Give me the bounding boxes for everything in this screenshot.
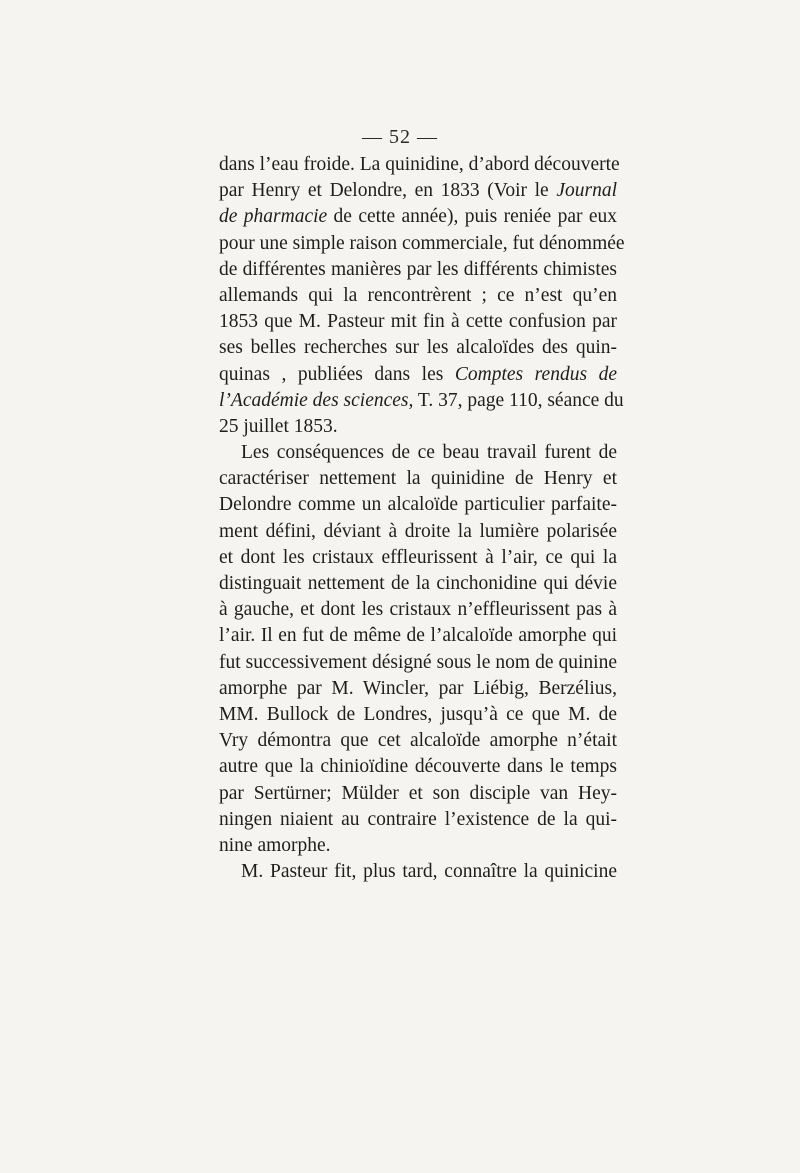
- journal-title: de pharmacie: [219, 206, 328, 228]
- text-line: Vry démontra que cet alcaloïde amorphe n’était: [219, 730, 617, 752]
- text-line: 1853 que M. Pasteur mit fin à cette confusion par: [219, 311, 617, 333]
- text-line: distinguait nettement de la cinchonidine qui dévie: [219, 573, 617, 594]
- publication-title: l’Académie des sciences,: [219, 389, 414, 411]
- text-line: par Sertürner; Mülder et son disciple van Hey-: [219, 782, 617, 804]
- text-line: ses belles recherches sur les alcaloïdes des quin-: [219, 337, 617, 359]
- text-line: à gauche, et dont les cristaux n’effleurissent pas à: [219, 599, 617, 621]
- text-line: ment défini, déviant à droite la lumière polarisée: [219, 520, 617, 542]
- text-line: Les conséquences de ce beau travail furent de: [241, 442, 617, 464]
- text-line: de différentes manières par les différents chimistes: [219, 258, 617, 280]
- journal-title: Journal: [556, 180, 617, 202]
- text-line: Delondre comme un alcaloïde particulier parfaite-: [219, 494, 617, 516]
- text-line: pour une simple raison commerciale, fut dénommée: [219, 232, 625, 254]
- text-line: l’air. Il en fut de même de l’alcaloïde amorphe qui: [219, 625, 617, 647]
- text-line: caractériser nettement la quinidine de Henry et: [219, 468, 617, 490]
- text-line: nine amorphe.: [219, 834, 331, 856]
- page-number: — 52 —: [362, 126, 438, 148]
- body-text: [219, 152, 625, 885]
- text-line: ningen niaient au contraire l’existence de la qui-: [219, 808, 617, 830]
- text-line: l’Académie des sciences, T. 37, page 110, séance du: [219, 389, 624, 411]
- text-line: de pharmacie de cette année), puis reniée par eux: [219, 206, 617, 228]
- text-line: et dont les cristaux effleurissent à l’air, ce qui la: [219, 546, 617, 568]
- text-line: allemands qui la rencontrèrent ; ce n’est qu’en: [219, 284, 617, 306]
- text-line: quinas , publiées dans les Comptes rendus de: [219, 363, 617, 385]
- text-line: M. Pasteur fit, plus tard, connaître la quinicine: [241, 861, 617, 883]
- paragraph: [219, 152, 625, 440]
- text-line: 25 juillet 1853.: [219, 415, 338, 437]
- text-line: MM. Bullock de Londres, jusqu’à ce que M. de: [219, 703, 617, 725]
- paragraph: [219, 440, 617, 859]
- paragraph: [219, 859, 617, 885]
- text-line: dans l’eau froide. La quinidine, d’abord découverte: [219, 154, 620, 175]
- text-line: fut successivement désigné sous le nom de quinine: [219, 651, 617, 673]
- text-line: par Henry et Delondre, en 1833 (Voir le Journal: [219, 180, 617, 202]
- publication-title: Comptes rendus de: [454, 363, 617, 385]
- text-line: amorphe par M. Wincler, par Liébig, Berzélius,: [219, 677, 617, 699]
- text-line: autre que la chinioïdine découverte dans le temps: [219, 756, 617, 778]
